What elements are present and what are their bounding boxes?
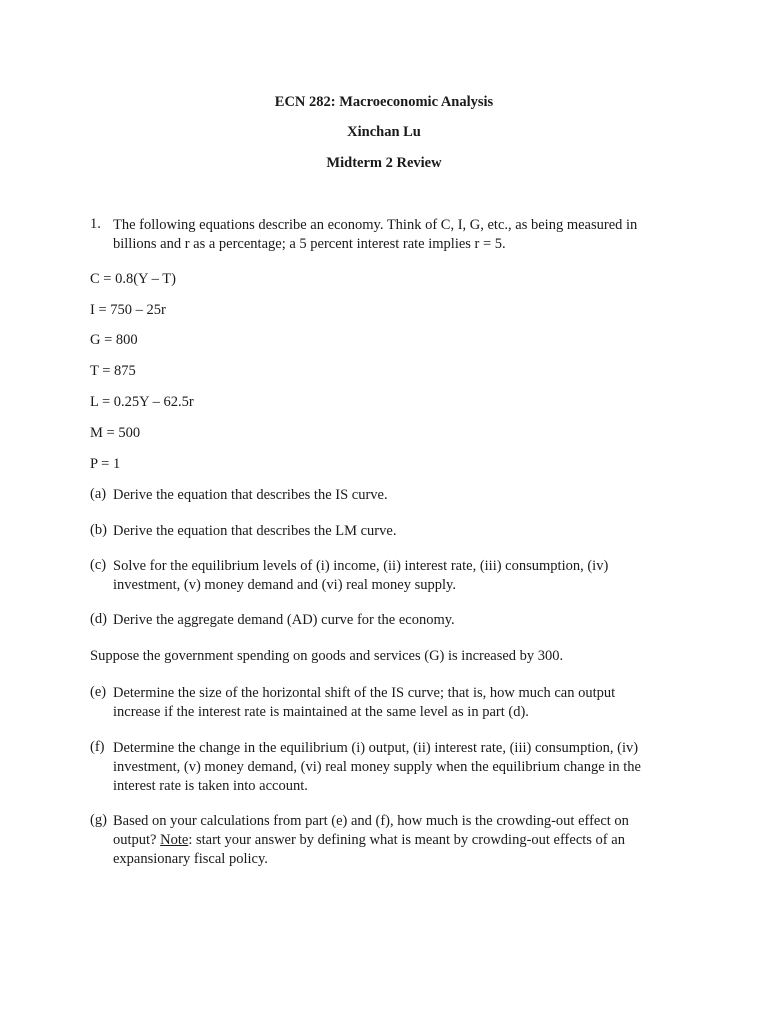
part-g-text-before: Based on your calculations from part (e) and (f), how much is the crowding-out effect on output? xyxy=(113,813,629,848)
part-b-label: (b) xyxy=(90,522,107,538)
author-name: Xinchan Lu xyxy=(347,124,421,140)
part-a xyxy=(90,486,680,505)
part-d xyxy=(90,611,680,630)
part-a-text: Derive the equation that describes the IS curve. xyxy=(113,487,388,503)
note-label: Note xyxy=(160,832,189,848)
part-g-text xyxy=(113,812,670,869)
part-e xyxy=(90,684,660,722)
part-f-label: (f) xyxy=(90,739,105,755)
question-intro: The following equations describe an economy. Think of C, I, G, etc., as being measured in billions and r as a percentage; a 5 percent interest rate implies r = 5. xyxy=(113,217,638,252)
part-f-text: Determine the change in the equilibrium (i) output, (ii) interest rate, (iii) consumption, (iv) investment, (v) money demand, (vi) real money supply when the equilibrium change in the interest rate is taken into account. xyxy=(113,740,641,794)
part-e-text: Determine the size of the horizontal shift of the IS curve; that is, how much can output increase if the interest rate is maintained at the same level as in part (d). xyxy=(113,685,616,720)
part-g-label: (g) xyxy=(90,812,107,828)
course-title: ECN 282: Macroeconomic Analysis xyxy=(274,94,494,110)
equation-price-level: P = 1 xyxy=(90,456,121,472)
part-g xyxy=(90,812,670,869)
scenario-statement: Suppose the government spending on goods and services (G) is increased by 300. xyxy=(90,648,564,664)
part-b xyxy=(90,522,680,541)
part-c-label: (c) xyxy=(90,557,107,573)
equation-consumption: C = 0.8(Y – T) xyxy=(90,271,176,287)
equation-money-demand: L = 0.25Y – 62.5r xyxy=(90,394,194,410)
equation-investment: I = 750 – 25r xyxy=(90,302,166,318)
part-c xyxy=(90,557,660,595)
part-b-text: Derive the equation that describes the LM curve. xyxy=(113,523,397,539)
question-number: 1. xyxy=(90,216,101,232)
question-1 xyxy=(90,216,680,254)
part-e-label: (e) xyxy=(90,684,107,700)
part-g-text-after: : start your answer by defining what is meant by crowding-out effects of an expansionary fiscal policy. xyxy=(113,832,625,867)
equation-money-supply: M = 500 xyxy=(90,425,141,441)
document-subtitle: Midterm 2 Review xyxy=(326,155,442,171)
part-d-label: (d) xyxy=(90,611,107,627)
equation-government: G = 800 xyxy=(90,332,138,348)
part-d-text: Derive the aggregate demand (AD) curve for the economy. xyxy=(113,612,455,628)
part-c-text: Solve for the equilibrium levels of (i) income, (ii) interest rate, (iii) consumption, (iv) investment, (v) money demand and (vi) real money supply. xyxy=(113,558,609,593)
part-a-label: (a) xyxy=(90,486,107,502)
equation-taxes: T = 875 xyxy=(90,363,136,379)
part-f xyxy=(90,739,670,796)
